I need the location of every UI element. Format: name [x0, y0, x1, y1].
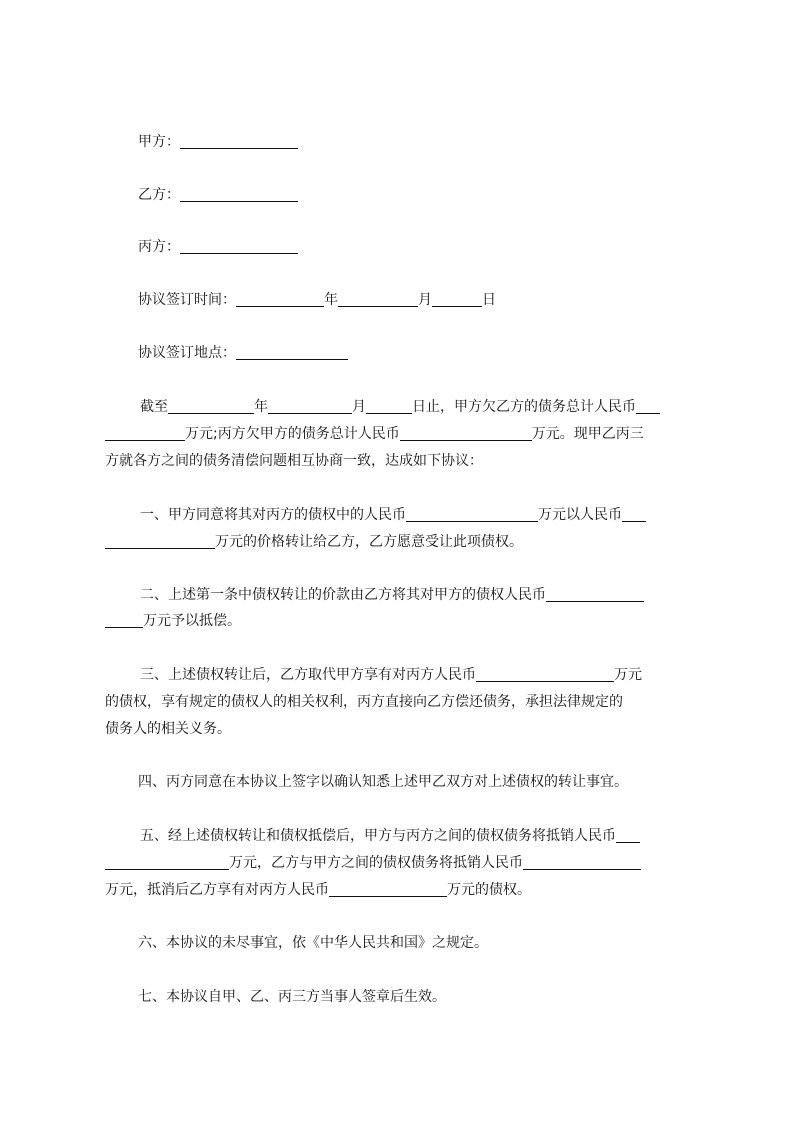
- party-a-label: 甲方：: [138, 134, 180, 150]
- clause-7-line-1: [105, 982, 734, 1012]
- intro-text-4: 万元。现甲乙丙三: [531, 426, 644, 442]
- clause-3-text-4: 债务人的相关义务。: [105, 721, 231, 737]
- clause-1-text-3: 万元的价格转让给乙方，乙方愿意受让此项债权。: [215, 534, 523, 550]
- intro-text-3: 万元;丙方欠甲方的债务总计人民币: [185, 426, 400, 442]
- clause-5-line-2: [105, 848, 701, 878]
- sign-day-label: 日: [482, 292, 496, 308]
- party-b-line: [105, 180, 734, 210]
- clause-3-line-3: [105, 714, 701, 744]
- clause-3-text-3: 的债权，享有规定的债权人的相关权利，丙方直接向乙方偿还债务，承担法律规定的: [105, 694, 623, 710]
- clause-3-line-1: [105, 660, 736, 690]
- sign-place-blank[interactable]: [236, 341, 348, 360]
- clause-1-text-1: 一、甲方同意将其对丙方的债权中的人民币: [140, 507, 406, 523]
- intro-year-label: 年: [254, 399, 268, 415]
- clause-1-line-2: [105, 527, 701, 557]
- clause-3-text-1: 三、上述债权转让后，乙方取代甲方享有对丙方人民币: [140, 667, 476, 683]
- intro-day-blank[interactable]: [366, 395, 412, 414]
- party-a-line: [105, 127, 734, 157]
- clause-1-text-2: 万元以人民币: [538, 507, 622, 523]
- sign-year-label: 年: [324, 292, 338, 308]
- sign-time-line: [105, 285, 734, 315]
- intro-line-3: [105, 446, 701, 476]
- clause-2-text-2: 万元予以抵偿。: [143, 613, 241, 629]
- clause-3-amount-blank[interactable]: [476, 663, 614, 682]
- clause-5-text-3: 万元，抵消后乙方享有对丙方人民币: [105, 882, 329, 898]
- clause-5-text-2: 万元，乙方与甲方之间的债权债务将抵销人民币: [229, 855, 523, 871]
- intro-month-blank[interactable]: [268, 395, 352, 414]
- intro-amount1-blank-b[interactable]: [105, 422, 185, 441]
- clause-1-amount-blank[interactable]: [406, 503, 538, 522]
- clause-2-line-2: [105, 606, 701, 636]
- party-b-blank[interactable]: [180, 183, 298, 202]
- intro-month-label: 月: [352, 399, 366, 415]
- clause-7-text: 七、本协议自甲、乙、丙三方当事人签章后生效。: [138, 989, 446, 1005]
- intro-year-blank[interactable]: [168, 395, 254, 414]
- clause-2-amount-blank-a[interactable]: [546, 583, 644, 602]
- clause-5-line-3: [105, 875, 701, 905]
- intro-amount1-blank-a[interactable]: [636, 395, 660, 414]
- clause-5-text-1: 五、经上述债权转让和债权抵偿后，甲方与丙方之间的债权债务将抵销人民币: [140, 828, 616, 844]
- clause-1-line-1: [105, 500, 736, 530]
- sign-month-blank[interactable]: [338, 288, 418, 307]
- clause-1-price-blank-a[interactable]: [622, 503, 646, 522]
- clause-5-amount3-blank[interactable]: [329, 878, 447, 897]
- clause-3-line-2: [105, 687, 701, 717]
- intro-line-2: [105, 419, 701, 449]
- clause-6-line-1: [105, 928, 734, 958]
- party-b-label: 乙方：: [138, 187, 180, 203]
- sign-place-line: [105, 338, 734, 368]
- clause-2-amount-blank-b[interactable]: [105, 609, 143, 628]
- intro-text-2: 日止，甲方欠乙方的债务总计人民币: [412, 399, 636, 415]
- clause-6-text: 六、本协议的未尽事宜，依《中华人民共和国》之规定。: [138, 935, 488, 951]
- clause-1-price-blank-b[interactable]: [105, 530, 215, 549]
- party-c-label: 丙方：: [138, 239, 180, 255]
- clause-4-line-1: [105, 767, 734, 797]
- intro-line-1: [105, 392, 736, 422]
- intro-text-1: 截至: [140, 399, 168, 415]
- sign-place-label: 协议签订地点：: [138, 345, 236, 361]
- sign-time-label: 协议签订时间：: [138, 292, 236, 308]
- clause-5-amount1-blank-a[interactable]: [616, 824, 640, 843]
- intro-text-5: 方就各方之间的债务清偿问题相互协商一致，达成如下协议：: [105, 453, 483, 469]
- clause-5-amount2-blank[interactable]: [523, 851, 641, 870]
- party-c-line: [105, 232, 734, 262]
- sign-month-label: 月: [418, 292, 432, 308]
- clause-5-line-1: [105, 821, 736, 851]
- sign-day-blank[interactable]: [432, 288, 482, 307]
- sign-year-blank[interactable]: [236, 288, 324, 307]
- clause-5-text-4: 万元的债权。: [447, 882, 531, 898]
- clause-3-text-2: 万元: [614, 667, 642, 683]
- intro-amount2-blank[interactable]: [400, 422, 532, 441]
- party-c-blank[interactable]: [180, 235, 298, 254]
- clause-5-amount1-blank-b[interactable]: [105, 851, 229, 870]
- clause-2-text-1: 二、上述第一条中债权转让的价款由乙方将其对甲方的债权人民币: [140, 587, 546, 603]
- clause-4-text: 四、丙方同意在本协议上签字以确认知悉上述甲乙双方对上述债权的转让事宜。: [138, 774, 628, 790]
- party-a-blank[interactable]: [180, 130, 298, 149]
